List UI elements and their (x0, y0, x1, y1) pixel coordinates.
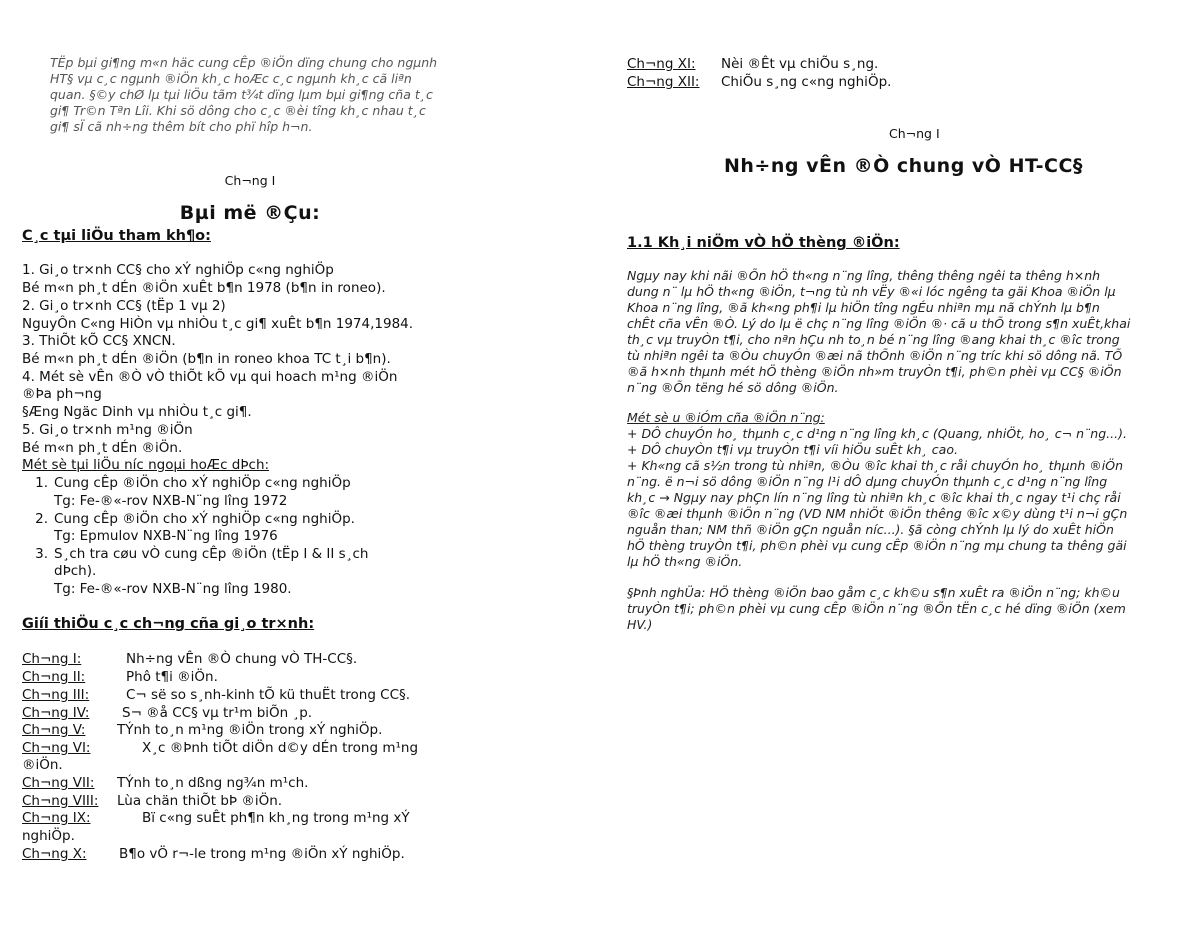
intro-line: HT§ vµ c¸c ngµnh ®iÖn kh¸c hoÆc c¸c ngµnh kh¸c cã liªn (50, 71, 412, 86)
reference-line: ®Þa ph¬ng (22, 386, 102, 402)
chapter-title: ®iÖn. (22, 757, 63, 773)
chapter-item (22, 793, 282, 810)
chapter-item (22, 775, 308, 792)
chapter-title: Bï c«ng suÊt ph¶n kh¸ng trong m¹ng xÝ (142, 810, 410, 826)
chapter-item (627, 56, 878, 73)
chapter-item (22, 705, 312, 722)
chapter-item (22, 740, 418, 757)
chapter-item (22, 828, 75, 845)
advantage-line: kh¸c → Ngµy nay phÇn lín n¨ng lîng tù nhiªn kh¸c ®îc khai th¸c ngay t¹i chç råi (627, 490, 1121, 505)
reference-line: 5. Gi¸o tr×nh m¹ng ®iÖn (22, 422, 193, 438)
definition-line: §Þnh nghÜa: HÖ thèng ®iÖn bao gåm c¸c kh©u s¶n xuÊt ra ®iÖn n¨ng; kh©u (627, 585, 1120, 600)
reference-line: Bé m«n ph¸t dÉn ®iÖn xuÊt b¶n 1978 (b¶n in roneo). (22, 280, 386, 296)
foreign-item (22, 528, 278, 545)
foreign-item-number: 3. (35, 546, 48, 562)
chapter-title: S¬ ®å CC§ vµ tr¹m biÕn ¸p. (122, 705, 313, 721)
section-heading: 1.1 Kh¸i niÖm vÒ hÖ thèng ®iÖn: (627, 235, 900, 251)
definition-line: HV.) (627, 617, 653, 632)
advantage-line: n¨ng. ë n¬i sö dông ®iÖn n¨ng l¹i dÔ dµng chuyÓn thµnh c¸c d¹ng n¨ng lîng (627, 474, 1108, 489)
chapter-link[interactable]: Ch¬ng V: (22, 722, 86, 738)
chapter-title: TÝnh to¸n dßng ng¾n m¹ch. (117, 775, 309, 791)
advantage-line: ®îc ®æi thµnh ®iÖn n¨ng (VD NM nhiÖt ®iÖn thêng ®îc x©y dùng t¹i n¬i gÇn (627, 506, 1128, 521)
chapter-item (22, 722, 382, 739)
advantage-line: hÖ thèng truyÒn t¶i, ph©n phèi vµ cung cÊp ®iÖn n¨ng mµ chung ta thêng gäi (627, 538, 1127, 553)
chapter-item (22, 757, 63, 774)
reference-line: 2. Gi¸o tr×nh CC§ (tËp 1 vµ 2) (22, 298, 226, 314)
foreign-item-text: Tg: Fe-®«-rov NXB-N¨ng lîng 1972 (54, 493, 288, 509)
foreign-item-text: Tg: Fe-®«-rov NXB-N¨ng lîng 1980. (54, 581, 292, 597)
chapter-link[interactable]: Ch¬ng I: (22, 651, 82, 667)
chapter-link[interactable]: Ch¬ng VIII: (22, 793, 99, 809)
chapter-title: ChiÕu s¸ng c«ng nghiÖp. (721, 74, 892, 90)
reference-line: §Æng Ngäc Dinh vµ nhiÒu t¸c gi¶. (22, 404, 252, 420)
foreign-item-text: Tg: Epmulov NXB-N¨ng lîng 1976 (54, 528, 278, 544)
paragraph-line: Ngµy nay khi nãi ®Õn hÖ th«ng n¨ng lîng, thêng thêng ngêi ta thêng h×nh (627, 268, 1101, 283)
reference-line: 3. ThiÕt kÕ CC§ XNCN. (22, 333, 176, 349)
chapter-title: Lùa chän thiÕt bÞ ®iÖn. (117, 793, 283, 809)
chapter-item (627, 74, 891, 91)
chapter-title: Nh÷ng vÊn ®Ò chung vÒ TH-CC§. (126, 651, 358, 667)
chapter-title: TÝnh to¸n m¹ng ®iÖn trong xÝ nghiÖp. (117, 722, 383, 738)
chapter-link[interactable]: Ch¬ng VII: (22, 775, 95, 791)
chapter-link[interactable]: Ch¬ng XII: (627, 74, 700, 90)
advantage-line: nguån than; NM thñ ®iÖn gÇn nguån níc...). §ã còng chÝnh lµ lý do xuÊt hiÖn (627, 522, 1114, 537)
reference-line: Bé m«n ph¸t dÉn ®iÖn (b¶n in roneo khoa TC t¸i b¶n). (22, 351, 391, 367)
definition-line: truyÒn t¶i; ph©n phèi vµ cung cÊp ®iÖn n¨ng ®Õn tËn c¸c hé dïng ®iÖn (xem (627, 601, 1126, 616)
chapter-link[interactable]: Ch¬ng IV: (22, 705, 90, 721)
chapter-title: B¶o vÖ r¬-le trong m¹ng ®iÖn xÝ nghiÖp. (119, 846, 405, 862)
advantages-heading: Mét sè u ®iÓm cña ®iÖn n¨ng: (627, 410, 825, 425)
paragraph-line: dung n¨ lµ hÖ th«ng ®iÖn, t¬ng tù nh vËy ®«i lóc ngêng ta gäi Khoa ®iÖn lµ (627, 284, 1116, 299)
foreign-item-text: Cung cÊp ®iÖn cho xÝ nghiÖp c«ng nghiÖp (54, 475, 351, 491)
foreign-heading: Mét sè tµi liÖu níc ngoµi hoÆc dÞch: (22, 457, 270, 473)
chapter-item (22, 810, 410, 827)
chapter-link[interactable]: Ch¬ng III: (22, 687, 90, 703)
paragraph-line: tù nhiªn ngêi ta ®Òu chuyÓn ®æi nã thÕnh ®iÖn n¨ng tríc khi sö dông nã. TÕ (627, 348, 1123, 363)
foreign-item (22, 475, 351, 492)
advantage-line: + Kh«ng cã s½n trong tù nhiªn, ®Òu ®îc khai th¸c råi chuyÓn ho¸ thµnh ®iÖn (627, 458, 1123, 473)
chapter-title: C¬ së so s¸nh-kinh tÕ kü thuËt trong CC§. (126, 687, 411, 703)
foreign-item-text: S¸ch tra cøu vÒ cung cÊp ®iÖn (tËp I & II s¸ch (54, 546, 369, 562)
intro-line: gi¶ sÏ cã nh÷ng thêm bít cho phï hîp h¬n. (50, 119, 313, 134)
reference-line: 1. Gi¸o tr×nh CC§ cho xÝ nghiÖp c«ng nghiÖp (22, 262, 334, 278)
chapters-intro-heading: Giíi thiÖu c¸c ch¬ng cña gi¸o tr×nh: (22, 616, 315, 632)
foreign-item (22, 563, 96, 580)
advantage-line: + DÔ chuyÒn t¶i vµ truyÒn t¶i víi hiÖu suÊt kh¸ cao. (627, 442, 958, 457)
foreign-item (22, 581, 292, 598)
chapter-title: Phô t¶i ®iÖn. (126, 669, 218, 685)
paragraph-line: Khoa n¨ng lîng, ®ã kh«ng ph¶i lµ hiÖn tîng ngÉu nhiªn mµ nã chÝnh lµ b¶n (627, 300, 1100, 315)
chapter-title: X¸c ®Þnh tiÕt diÖn d©y dÉn trong m¹ng (142, 740, 419, 756)
chapter-title: Nèi ®Êt vµ chiÕu s¸ng. (721, 56, 879, 72)
paragraph-line: th¸c vµ truyÒn t¶i, cho nªn hÇu nh to¸n bé n¨ng lîng ®ang khai th¸c ®îc trong (627, 332, 1120, 347)
reference-line: 4. Mét sè vÊn ®Ò vÒ thiÕt kÕ vµ qui hoach m¹ng ®iÖn (22, 369, 398, 385)
chapter-label: Ch¬ng I (224, 173, 276, 188)
references-heading: C¸c tµi liÖu tham kh¶o: (22, 228, 211, 244)
chapter-label: Ch¬ng I (889, 126, 940, 141)
foreign-item-number: 1. (35, 475, 48, 491)
foreign-item (22, 493, 287, 510)
chapter-title-heading: Nh÷ng vÊn ®Ò chung vÒ HT-CC§ (724, 155, 1083, 177)
reference-line: NguyÔn C«ng HiÒn vµ nhiÒu t¸c gi¶ xuÊt b¶n 1974,1984. (22, 316, 414, 332)
intro-line: TËp bµi gi¶ng m«n häc cung cÊp ®iÖn dïng chung cho ngµnh (50, 55, 438, 70)
reference-line: Bé m«n ph¸t dÉn ®iÖn. (22, 440, 183, 456)
intro-line: quan. §©y chØ lµ tµi liÖu tãm t¾t dïng lµm bµi gi¶ng cña t¸c (50, 87, 433, 102)
chapter-item (22, 846, 405, 863)
chapter-link[interactable]: Ch¬ng II: (22, 669, 86, 685)
chapter-title: nghiÖp. (22, 828, 75, 844)
chapter-link[interactable]: Ch¬ng XI: (627, 56, 696, 72)
chapter-item (22, 687, 410, 704)
foreign-item (22, 546, 368, 563)
page-title: Bµi më ®Çu: (179, 202, 321, 224)
intro-line: gi¶ Tr©n Tªn Lîi. Khi sö dông cho c¸c ®èi tîng kh¸c nhau t¸c (50, 103, 426, 118)
advantage-line: + DÔ chuyÓn ho¸ thµnh c¸c d¹ng n¨ng lîng kh¸c (Quang, nhiÖt, ho¸ c¬ n¨ng...). (627, 426, 1127, 441)
foreign-item-text: dÞch). (54, 563, 97, 579)
chapter-link[interactable]: Ch¬ng VI: (22, 740, 91, 756)
paragraph-line: chÊt cña vÊn ®Ò. Lý do lµ ë chç n¨ng lîng ®iÖn ®· cã u thÕ trong s¶n xuÊt,khai (627, 316, 1131, 331)
foreign-item (22, 511, 355, 528)
chapter-item (22, 669, 218, 686)
foreign-item-text: Cung cÊp ®iÖn cho xÝ nghiÖp c«ng nghiÖp. (54, 511, 355, 527)
chapter-link[interactable]: Ch¬ng X: (22, 846, 87, 862)
foreign-item-number: 2. (35, 511, 48, 527)
chapter-link[interactable]: Ch¬ng IX: (22, 810, 91, 826)
advantage-line: lµ hÖ th«ng ®iÖn. (627, 554, 743, 569)
chapter-item (22, 651, 357, 668)
paragraph-line: ®ã h×nh thµnh mét hÖ thèng ®iÖn nh»m truyÒn t¶i, ph©n phèi vµ CC§ ®iÖn (627, 364, 1122, 379)
paragraph-line: n¨ng ®Õn tëng hé sö dông ®iÖn. (627, 380, 839, 395)
